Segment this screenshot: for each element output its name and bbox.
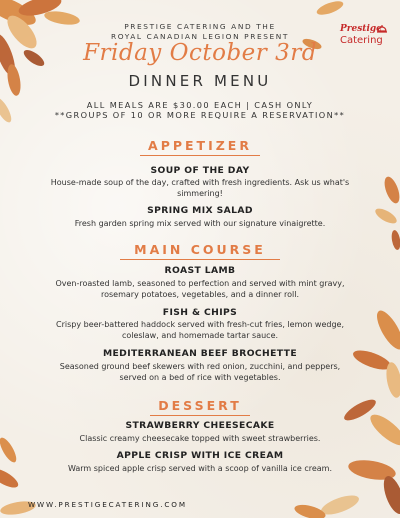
event-date-title: Friday October 3rd xyxy=(83,40,317,66)
section-title-appetizer: APPETIZER xyxy=(148,138,252,153)
item-name: ROAST LAMB xyxy=(164,265,236,276)
item-name: SOUP OF THE DAY xyxy=(150,165,250,176)
presenter-line-2: ROYAL CANADIAN LEGION PRESENT xyxy=(110,32,290,41)
item-description: Oven-roasted lamb, seasoned to perfection and served with mint gravy, rosemary potatoes, vegetables, and a dinner roll. xyxy=(55,279,345,299)
item-name: SPRING MIX SALAD xyxy=(147,205,253,216)
item-description: Fresh garden spring mix served with our signature vinaigrette. xyxy=(74,219,326,228)
section-underline xyxy=(140,155,260,156)
presenter-line-1: PRESTIGE CATERING AND THE xyxy=(124,22,276,31)
section-underline xyxy=(120,259,280,260)
item-name: FISH & CHIPS xyxy=(162,307,238,318)
item-description: Classic creamy cheesecake topped with sweet strawberries. xyxy=(79,434,321,443)
item-description: Warm spiced apple crisp served with a scoop of vanilla ice cream. xyxy=(67,464,333,473)
section-title-dessert: DESSERT xyxy=(158,398,242,413)
price-info: ALL MEALS ARE $30.00 EACH | CASH ONLY xyxy=(86,100,314,110)
logo-wordmark-top: Prestige xyxy=(340,24,382,34)
item-description: House-made soup of the day, crafted with fresh ingredients. Ask us what's simmering! xyxy=(50,178,350,198)
website-url: WWW.PRESTIGECATERING.COM xyxy=(28,500,187,509)
section-underline xyxy=(150,415,250,416)
menu-title: DINNER MENU xyxy=(128,72,272,90)
item-name: MEDITERRANEAN BEEF BROCHETTE xyxy=(102,348,298,359)
item-description: Crispy beer-battered haddock served with fresh-cut fries, lemon wedge, coleslaw, and homemade tartar sauce. xyxy=(56,320,344,340)
item-name: STRAWBERRY CHEESECAKE xyxy=(125,420,275,431)
prestige-catering-logo xyxy=(332,24,388,50)
section-title-main-course: MAIN COURSE xyxy=(134,242,266,257)
logo-wordmark-bottom: Catering xyxy=(340,35,383,46)
item-description: Seasoned ground beef skewers with red onion, zucchini, and peppers, served on a bed of rice with vegetables. xyxy=(59,362,341,382)
item-name: APPLE CRISP WITH ICE CREAM xyxy=(116,450,284,461)
reservation-info: **GROUPS OF 10 OR MORE REQUIRE A RESERVATION** xyxy=(54,110,346,120)
